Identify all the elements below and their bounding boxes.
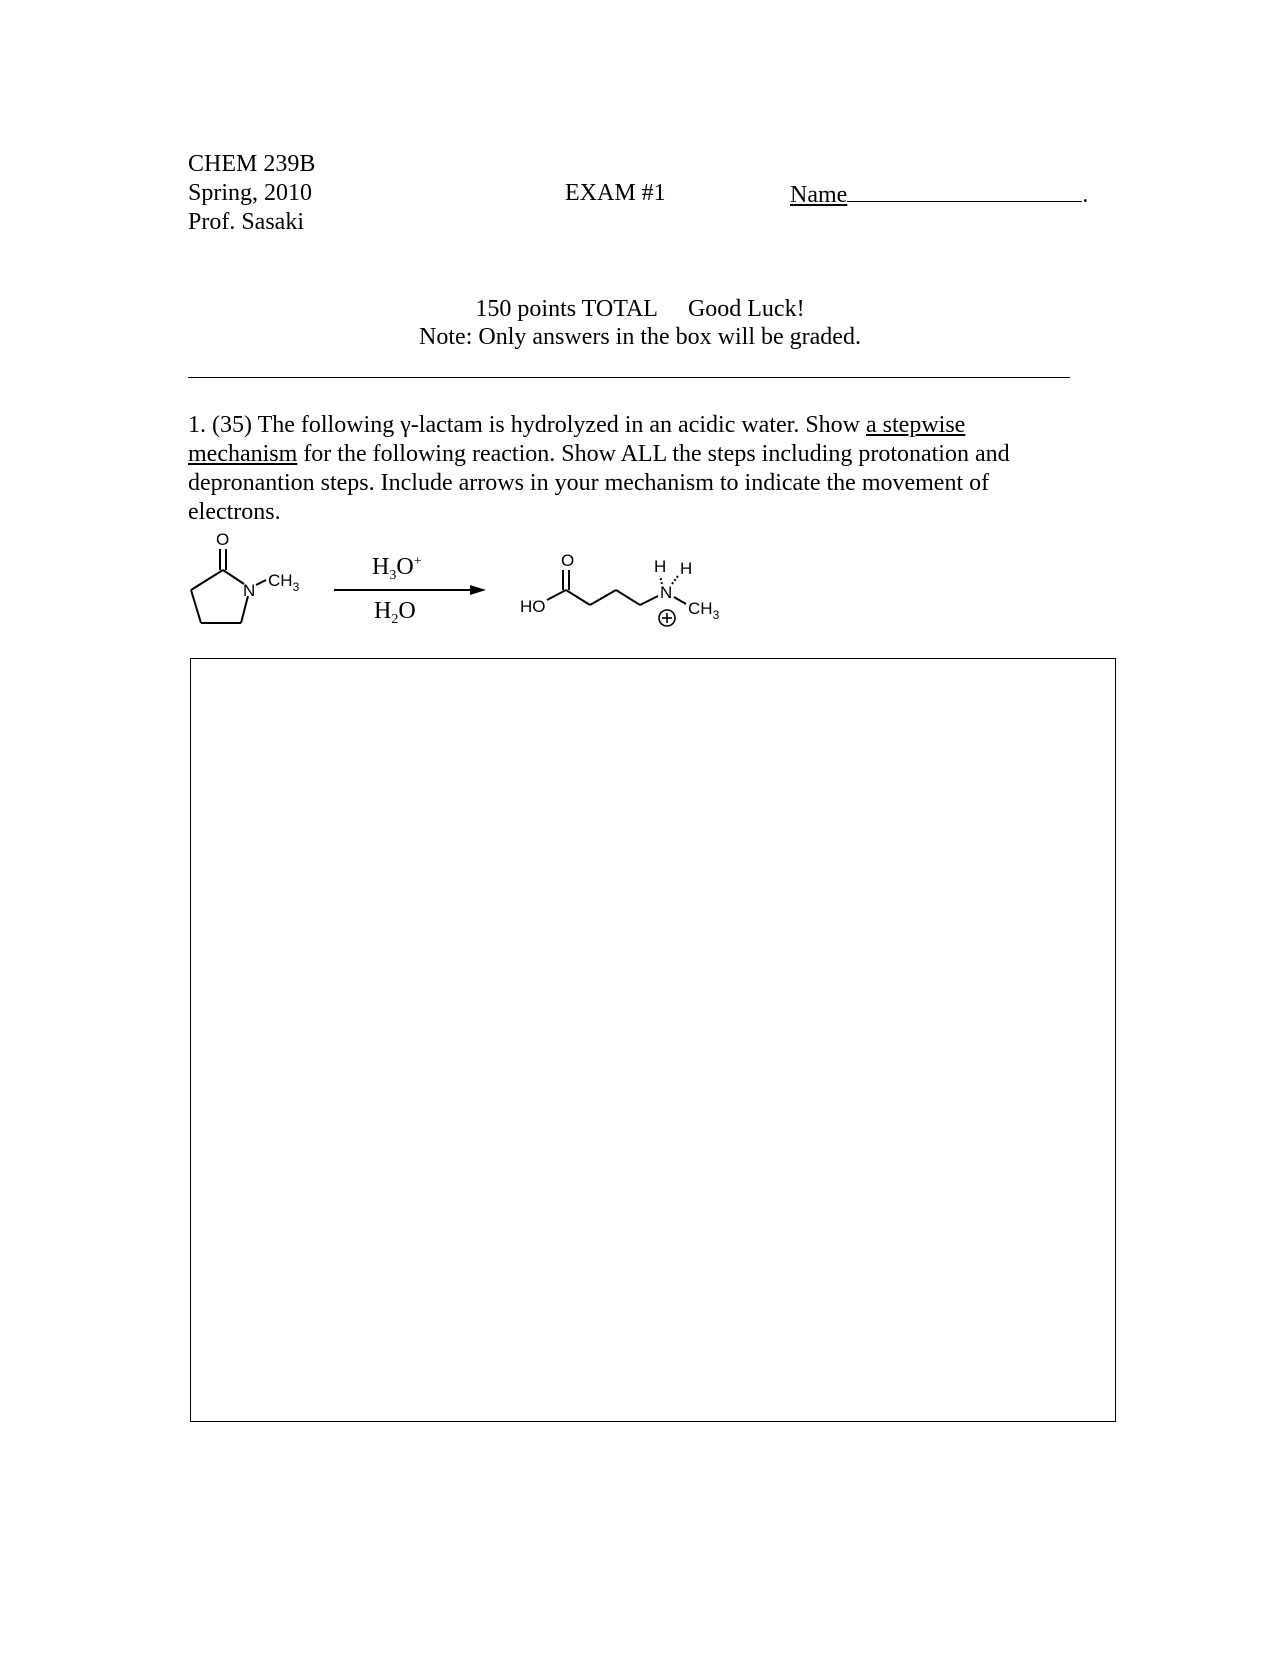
product-hydroxyl: HO (520, 597, 546, 616)
professor-name: Prof. Sasaki (188, 209, 304, 235)
question-number: 1. (188, 412, 206, 438)
course-code: CHEM 239B (188, 151, 316, 177)
product-nitrogen: N (660, 583, 673, 602)
reaction-arrow (334, 585, 486, 595)
grading-note: Note: Only answers in the box will be graded. (419, 324, 861, 350)
question-text-1: The following γ-lactam is hydrolyzed in an acidic water. Show (257, 412, 866, 438)
product-hydrogen-1: H (654, 557, 667, 576)
exam-title: EXAM #1 (565, 180, 666, 206)
positive-charge-icon (659, 610, 675, 626)
question-text-2: for the following reaction. Show ALL the steps including protonation and depronantion steps. Include arrows in your mechanism to indicate the movement of electrons. (188, 441, 1010, 525)
product-carbonyl-oxygen: O (561, 551, 575, 570)
product-methyl-label: $CH_3$ (688, 599, 720, 622)
question-points: (35) (212, 412, 252, 438)
reaction-scheme (0, 0, 1280, 660)
reactant-methyl-label: $CH_3$ (268, 571, 300, 594)
reagent-water: $H_2O$ (374, 598, 416, 627)
course-term: Spring, 2010 (188, 180, 313, 206)
reactant-nitrogen-label: N (243, 581, 256, 600)
name-terminator: . (1082, 182, 1089, 208)
reagent-hydronium: $H_3O^+$ (372, 554, 422, 583)
reactant-oxygen-label: O (216, 530, 230, 549)
points-total: 150 points TOTAL (475, 296, 658, 322)
good-luck: Good Luck! (687, 296, 805, 322)
name-label: Name (790, 182, 848, 208)
product-hydrogen-2: H (680, 559, 693, 578)
emphasis-stepwise: a stepwise (866, 412, 966, 438)
answer-box[interactable] (190, 658, 1116, 1422)
emphasis-mechanism: mechanism (188, 441, 298, 467)
